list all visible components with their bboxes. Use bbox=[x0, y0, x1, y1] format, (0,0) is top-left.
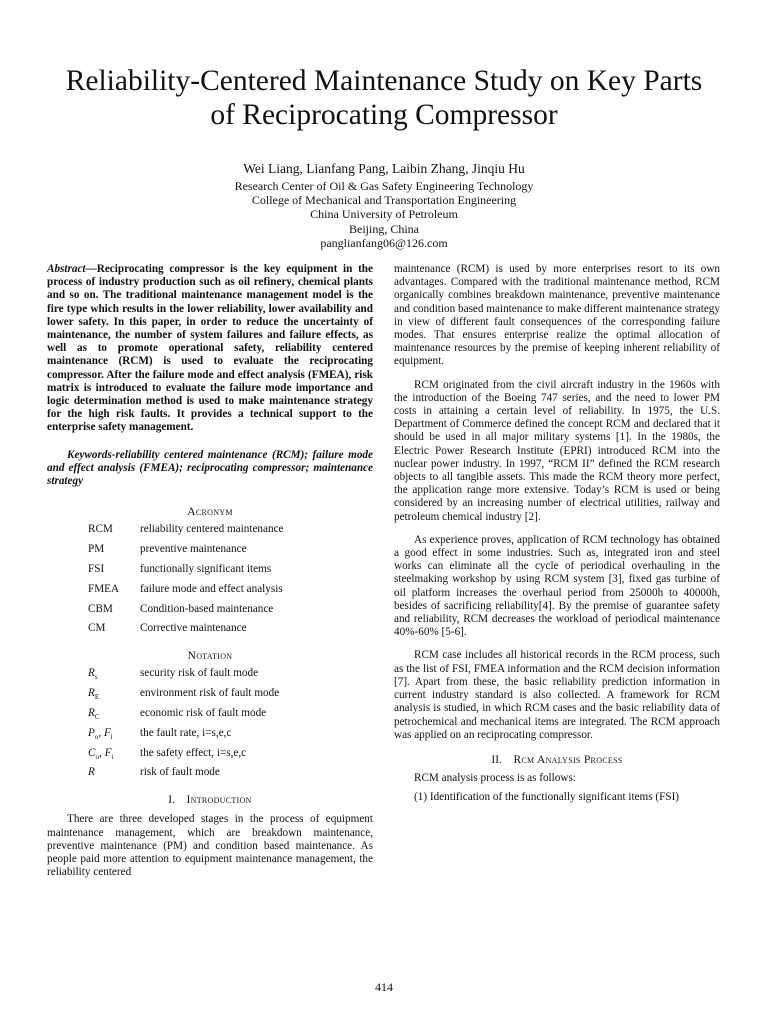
intro-title: Introduction bbox=[186, 794, 252, 807]
acronym-value: functionally significant items bbox=[140, 563, 272, 576]
acronym-value: reliability centered maintenance bbox=[140, 523, 284, 536]
notation-value: the safety effect, i=s,e,c bbox=[140, 746, 247, 759]
notation-heading: Notation bbox=[187, 650, 233, 663]
affiliation-line: Research Center of Oil & Gas Safety Engineering Technology bbox=[234, 179, 534, 193]
section2-heading bbox=[394, 754, 720, 767]
body-line: (1) Identification of the functionally significant items (FSI) bbox=[414, 791, 680, 804]
notation-value: risk of fault mode bbox=[140, 766, 220, 779]
notation-row bbox=[88, 687, 279, 707]
abstract-label: Abstract bbox=[47, 263, 86, 275]
notation-row bbox=[88, 747, 279, 767]
notation-row bbox=[88, 707, 279, 727]
intro-heading bbox=[47, 794, 373, 807]
acronym-row bbox=[88, 583, 284, 603]
acronym-key: PM bbox=[88, 543, 105, 556]
acronym-row bbox=[88, 543, 284, 563]
title-line-1: Reliability-Centered Maintenance Study on Key Parts bbox=[65, 65, 703, 97]
page-number: 414 bbox=[375, 980, 393, 994]
left-column bbox=[47, 263, 373, 879]
right-column bbox=[394, 263, 720, 805]
notation-symbol: $P_o$, $F_i$ bbox=[88, 726, 113, 742]
notation-symbol: $R_C$ bbox=[88, 707, 100, 722]
affiliation-line: Beijing, China bbox=[349, 221, 419, 236]
acronym-row bbox=[88, 603, 284, 623]
acronym-value: Corrective maintenance bbox=[140, 622, 247, 635]
body-line: RCM analysis process is as follows: bbox=[414, 772, 576, 785]
abstract bbox=[47, 263, 373, 435]
acronym-row bbox=[88, 622, 284, 642]
acronym-row bbox=[88, 563, 284, 583]
keywords: Keywords-reliability centered maintenance (RCM); failure mode and effect analysis (FMEA); reciprocating compressor; maintenance strategy bbox=[47, 448, 373, 488]
notation-symbol: R bbox=[88, 766, 95, 779]
notation-row bbox=[88, 667, 279, 687]
acronym-key: CBM bbox=[88, 602, 113, 615]
acronym-key: CM bbox=[88, 622, 106, 635]
affiliation-block bbox=[84, 179, 684, 250]
acronym-key: FSI bbox=[88, 563, 105, 576]
abstract-text: —Reciprocating compressor is the key equipment in the process of industry production such as oil refinery, chemical plants and so on. The traditional maintenance management model is the fire type which results in the lower reliability, lower availability and lower safety. In this paper, in order to reduce the uncertainty of maintenance, the number of system failures and failure effects, as well as to promote operational safety, reliability centered maintenance (RCM) is used to evaluate the reciprocating compressor. After the failure mode and effect analysis (FMEA), risk matrix is introduced to evaluate the failure mode importance and logic determination method is used to make maintenance strategy for the high risk faults. It provides a technical support to the enterprise safety management. bbox=[47, 263, 373, 434]
intro-number: I. bbox=[168, 794, 175, 807]
author-email: panglianfang06@126.com bbox=[320, 235, 448, 250]
acronym-heading: Acronym bbox=[187, 506, 233, 519]
intro-paragraph: There are three developed stages in the process of equipment maintenance management, which are breakdown maintenance, preventive maintenance (PM) and condition based maintenance. As people paid more attention to equipment maintenance management, the reliability centered bbox=[47, 813, 373, 879]
notation-row bbox=[88, 766, 279, 786]
body-paragraph: RCM originated from the civil aircraft industry in the 1960s with the introduction of the Boeing 747 series, and the need to lower PM costs in attaining a certain level of reliability. In 1975, the U.S. Department of Commerce defined the concept RCM and declared that it should be used in all major military systems [1]. In the 1980s, the Electric Power Research Institute (EPRI) introduced RCM into the nuclear power industry. In 1997, “RCM II” defined the RCM research objects to all tangible assets. This made the RCM theory more perfect, the application range more extensive. Today’s RCM is used or being considered by an increasing number of electrical utilities, railway and petroleum chemical industry [2]. bbox=[394, 378, 720, 523]
notation-row bbox=[88, 727, 279, 747]
notation-value: economic risk of fault mode bbox=[140, 707, 267, 720]
body-paragraph: maintenance (RCM) is used by more enterprises resort to its own advantages. Compared with the traditional maintenance method, RCM organically combines breakdown maintenance, preventive maintenance and condition based maintenance to make different maintenance strategy in view of different fault consequences of the corresponding failure modes. That ensures enterprise realize the optimal allocation of maintenance resources by the premise of keeping inherent reliability of equipment. bbox=[394, 263, 720, 368]
section2-title: Rcm Analysis Process bbox=[513, 753, 623, 766]
section2-number: II. bbox=[491, 753, 502, 766]
notation-value: the fault rate, i=s,e,c bbox=[140, 726, 232, 739]
acronym-value: Condition-based maintenance bbox=[140, 602, 274, 615]
author-list: Wei Liang, Lianfang Pang, Laibin Zhang, Jinqiu Hu bbox=[243, 161, 525, 176]
acronym-value: preventive maintenance bbox=[140, 543, 247, 556]
acronym-key: FMEA bbox=[88, 582, 120, 595]
affiliation-line: College of Mechanical and Transportation Engineering bbox=[251, 193, 517, 208]
affiliation-line: China University of Petroleum bbox=[310, 207, 458, 222]
body-paragraph: RCM case includes all historical records in the RCM process, such as the list of FSI, FMEA information and the RCM decision information [7]. Apart from these, the basic reliability prediction information in current industry standard is also collected. A framework for RCM analysis is studied, in which RCM cases and the basic reliability data of petrochemical and mechanical items are integrated. The RCM approach was applied on an reciprocating compressor. bbox=[394, 649, 720, 741]
notation-value: environment risk of fault mode bbox=[140, 687, 280, 700]
notation-symbol: $R_E$ bbox=[88, 687, 100, 702]
notation-value: security risk of fault mode bbox=[140, 667, 259, 680]
notation-symbol: $C_o$, $F_i$ bbox=[88, 746, 114, 761]
acronym-value: failure mode and effect analysis bbox=[140, 582, 283, 595]
title-line-2: of Reciprocating Compressor bbox=[210, 99, 558, 131]
acronym-row bbox=[88, 523, 284, 543]
notation-symbol: $R_s$ bbox=[88, 667, 98, 682]
acronym-key: RCM bbox=[88, 523, 113, 536]
body-paragraph: As experience proves, application of RCM technology has obtained a good effect in some industries. Such as, integrated iron and steel works can eliminate all the cycle of periodical overhauling in the steelmaking workshop by using RCM system [3], fixed gas turbine of oil platform increases the overhaul period from 25000h to 40000h, besides of sacrificing reliability[4]. By the premise of guarantee safety and reliability, RCM decreases the workload of periodical maintenance 40%-60% [5-6]. bbox=[394, 533, 720, 639]
acronym-table bbox=[88, 523, 284, 642]
paper-title bbox=[30, 64, 738, 132]
notation-table bbox=[88, 667, 279, 786]
